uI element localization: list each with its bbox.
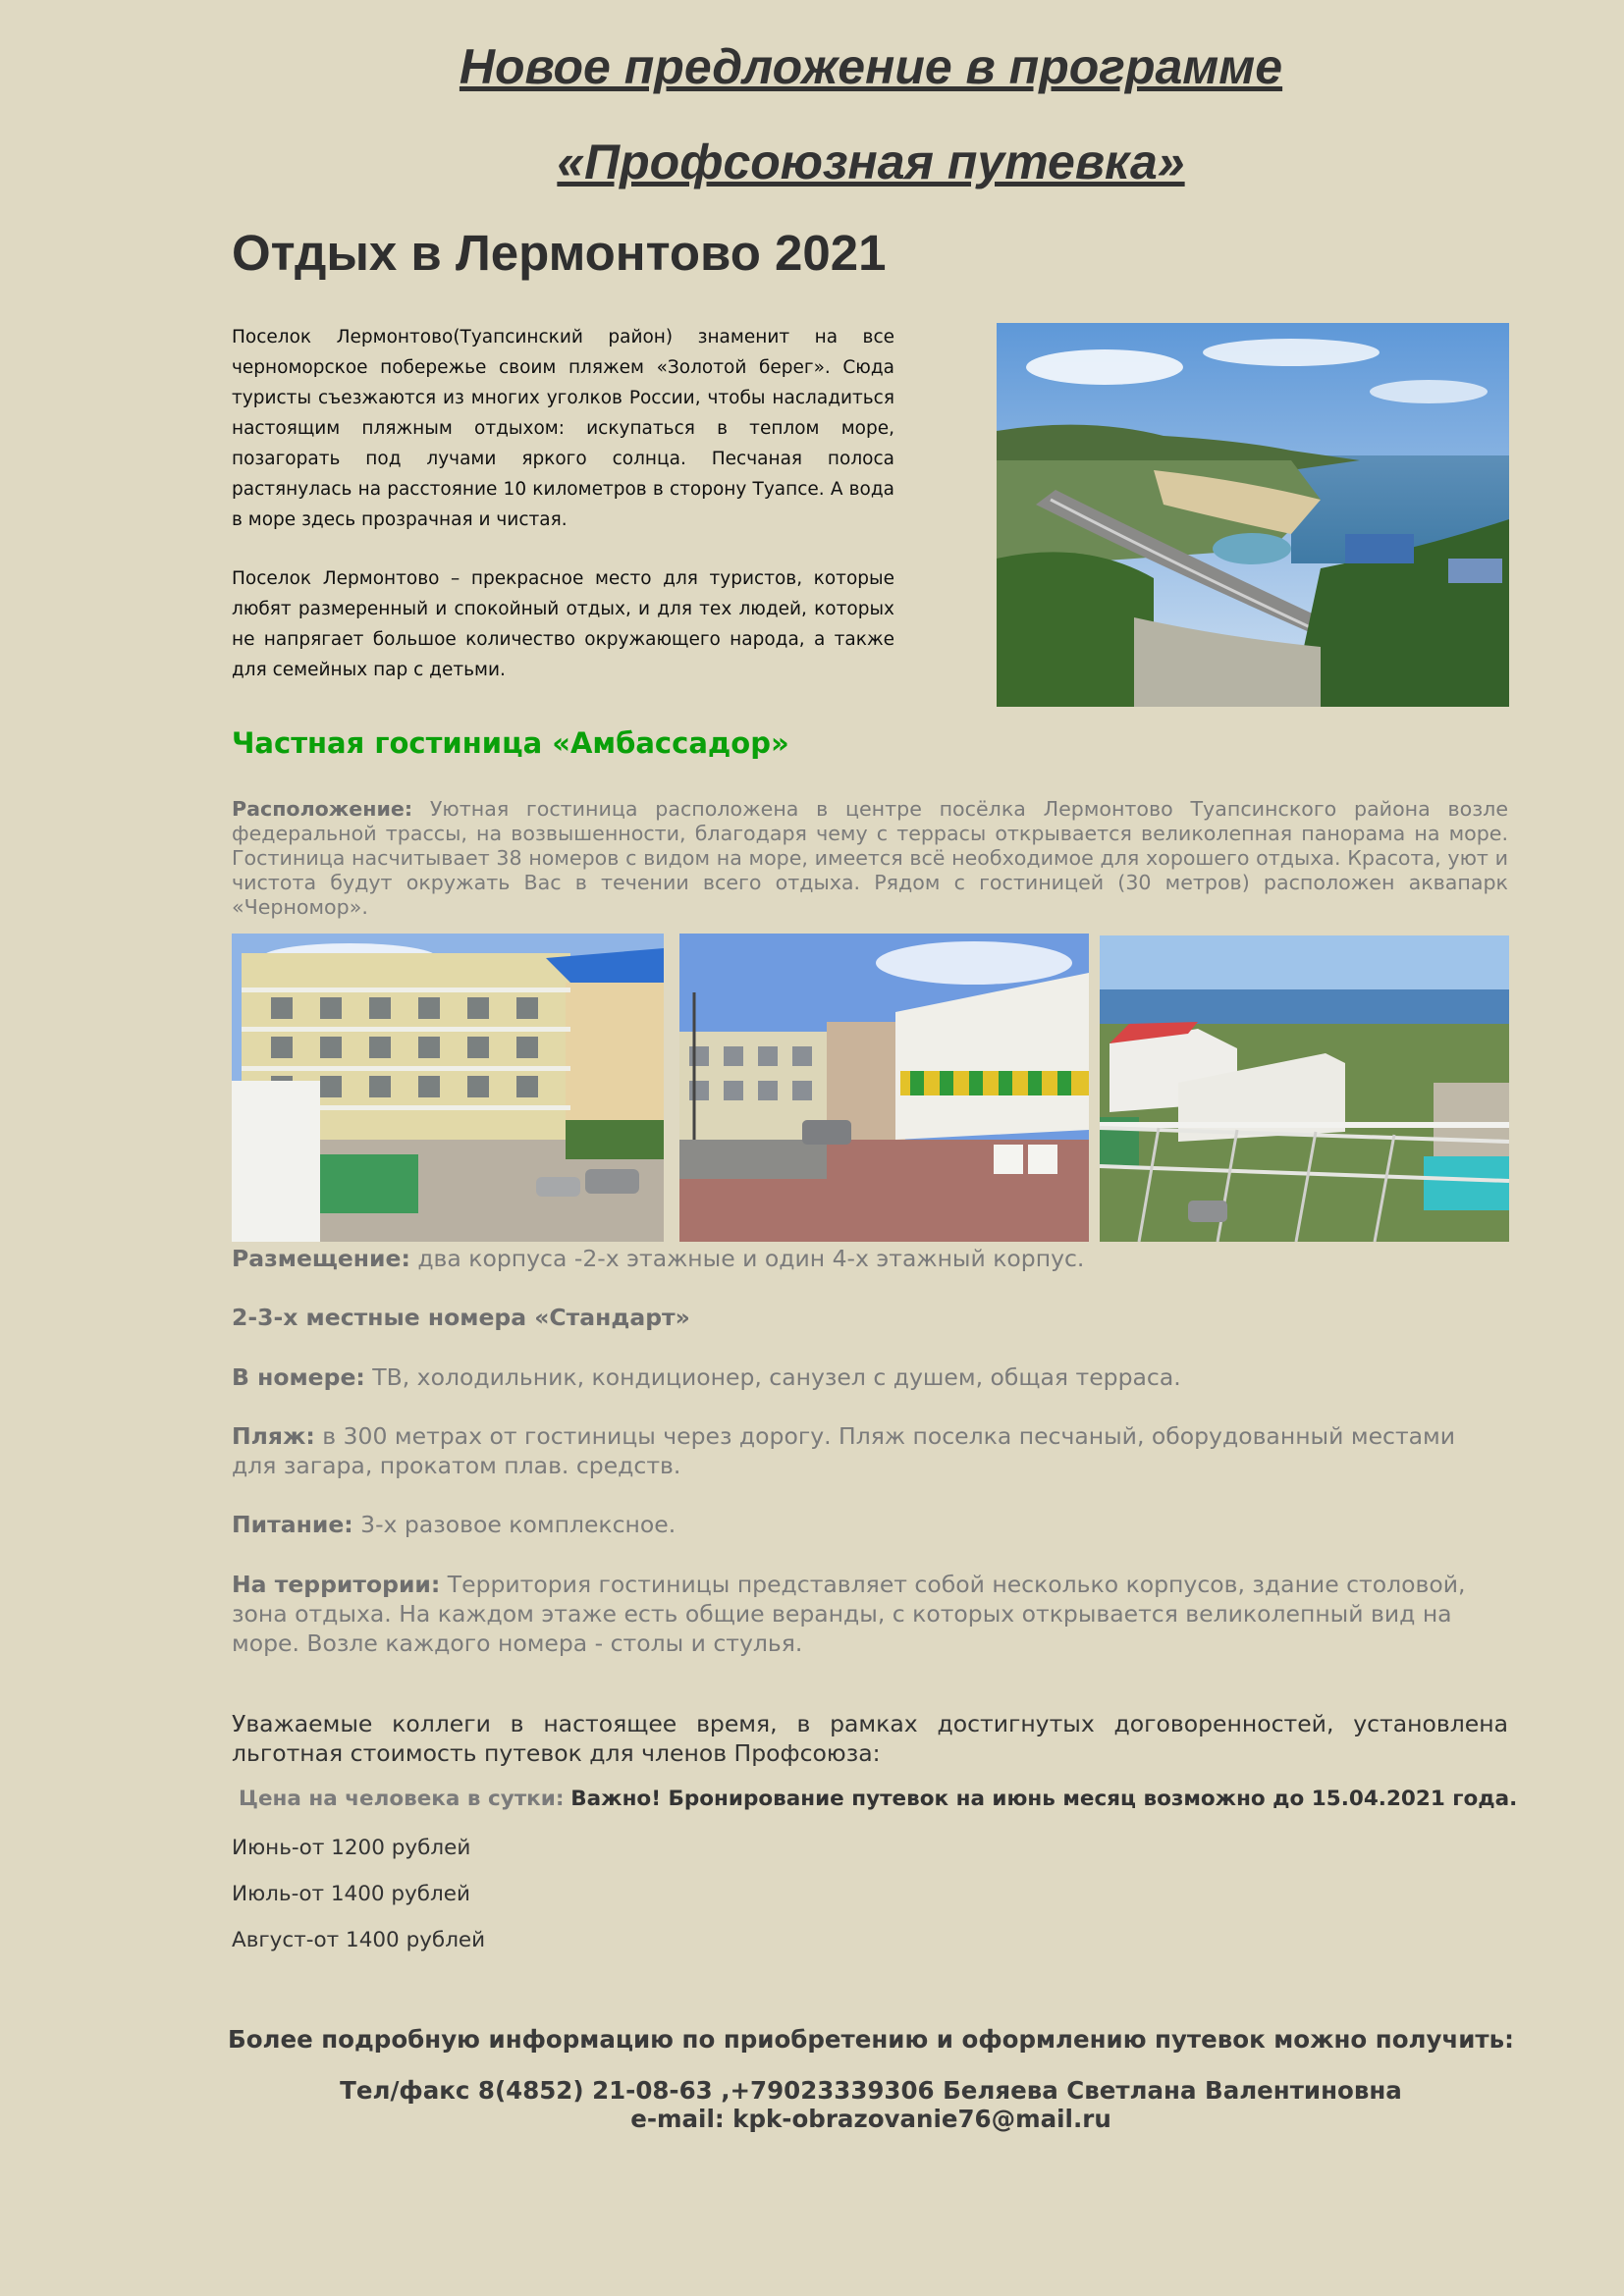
contact-email: e-mail: kpk-obrazovanie76@mail.ru xyxy=(630,2105,1111,2133)
price-june: Июнь-от 1200 рублей xyxy=(232,1836,471,1860)
hotel-placement xyxy=(232,1244,1508,1273)
page-title-line1: Новое предложение в программе xyxy=(459,39,1283,94)
price-august: Август-от 1400 рублей xyxy=(232,1928,486,1952)
page-subtitle: Отдых в Лермонтово 2021 xyxy=(232,225,887,281)
colleagues-notice: Уважаемые коллеги в настоящее время, в рамках достигнутых договоренностей, установлена льготная стоимость путевок для членов Профсоюза: xyxy=(232,1710,1508,1767)
room-equipment xyxy=(232,1362,1508,1392)
room-text: ТВ, холодильник, кондиционер, санузел с душем, общая терраса. xyxy=(364,1363,1181,1391)
lermontovo-panorama-photo xyxy=(997,323,1509,707)
intro-paragraph-1: Поселок Лермонтово(Туапсинский район) знаменит на все черноморское побережье своим пляжем «Золотой берег». Сюда туристы съезжаются из многих уголков России, чтобы насладиться настоящим пляжным отдыхом: искупаться в теплом море, позагорать под лучами яркого солнца. Песчаная полоса растянулась на расстояние 10 километров в сторону Туапсе. А вода в море здесь прозрачная и чистая. xyxy=(232,327,894,530)
price-july: Июль-от 1400 рублей xyxy=(232,1882,470,1906)
hotel-building-photo-1 xyxy=(232,934,664,1242)
placement-text: два корпуса -2-х этажные и один 4-х этажный корпус. xyxy=(409,1245,1085,1272)
hotel-terrace-sea-view-photo xyxy=(1100,935,1509,1242)
contact-intro: Более подробную информацию по приобретению и оформлению путевок можно получить: xyxy=(228,2025,1514,2054)
placement-label: Размещение: xyxy=(232,1245,410,1272)
food-text: 3-х разовое комплексное. xyxy=(352,1511,677,1538)
room-type: 2-3-х местные номера «Стандарт» xyxy=(232,1304,690,1331)
hotel-building-photo-2 xyxy=(679,934,1089,1242)
beach-info xyxy=(232,1421,1459,1480)
location-label: Расположение: xyxy=(232,797,413,821)
contact-phone: Тел/факс 8(4852) 21-08-63 ,+79023339306 Беляева Светлана Валентиновна xyxy=(340,2076,1402,2105)
food-label: Питание: xyxy=(232,1511,353,1538)
beach-label: Пляж: xyxy=(232,1422,315,1450)
price-label: Цена на человека в сутки: xyxy=(239,1787,565,1811)
hotel-name: Частная гостиница «Амбассадор» xyxy=(232,726,789,760)
price-line xyxy=(239,1787,1517,1811)
territory-info xyxy=(232,1570,1479,1658)
room-label: В номере: xyxy=(232,1363,365,1391)
location-text: Уютная гостиница расположена в центре посёлка Лермонтово Туапсинского района возле федеральной трассы, на возвышенности, благодаря чему с террасы открывается великолепная панорама на море. Гостиница насчитывает 38 номеров с видом на море, имеется всё необходимое для хорошего отдыха. Красота, уют и чистота будут окружать Вас в течении всего отдыха. Рядом с гостиницей (30 метров) расположен аквапарк «Черномор». xyxy=(232,797,1508,919)
food-info xyxy=(232,1510,1508,1539)
territory-text: Территория гостиницы представляет собой несколько корпусов, здание столовой, зона отдыха. На каждом этаже есть общие веранды, с которых открывается великолепный вид на море. Возле каждого номера - столы и стулья. xyxy=(232,1571,1466,1657)
booking-warning: Важно! Бронирование путевок на июнь месяц возможно до 15.04.2021 года. xyxy=(570,1787,1518,1811)
territory-label: На территории: xyxy=(232,1571,441,1598)
hotel-location-paragraph xyxy=(232,797,1508,920)
intro-paragraph-2: Поселок Лермонтово – прекрасное место для туристов, которые любят размеренный и спокойный отдых, и для тех людей, которых не напрягает большое количество окружающего народа, а также для семейных пар с детьми. xyxy=(232,568,894,680)
beach-text: в 300 метрах от гостиницы через дорогу. Пляж поселка песчаный, оборудованный местами для загара, прокатом плав. средств. xyxy=(232,1422,1456,1479)
page-title-line2: «Профсоюзная путевка» xyxy=(557,134,1185,189)
